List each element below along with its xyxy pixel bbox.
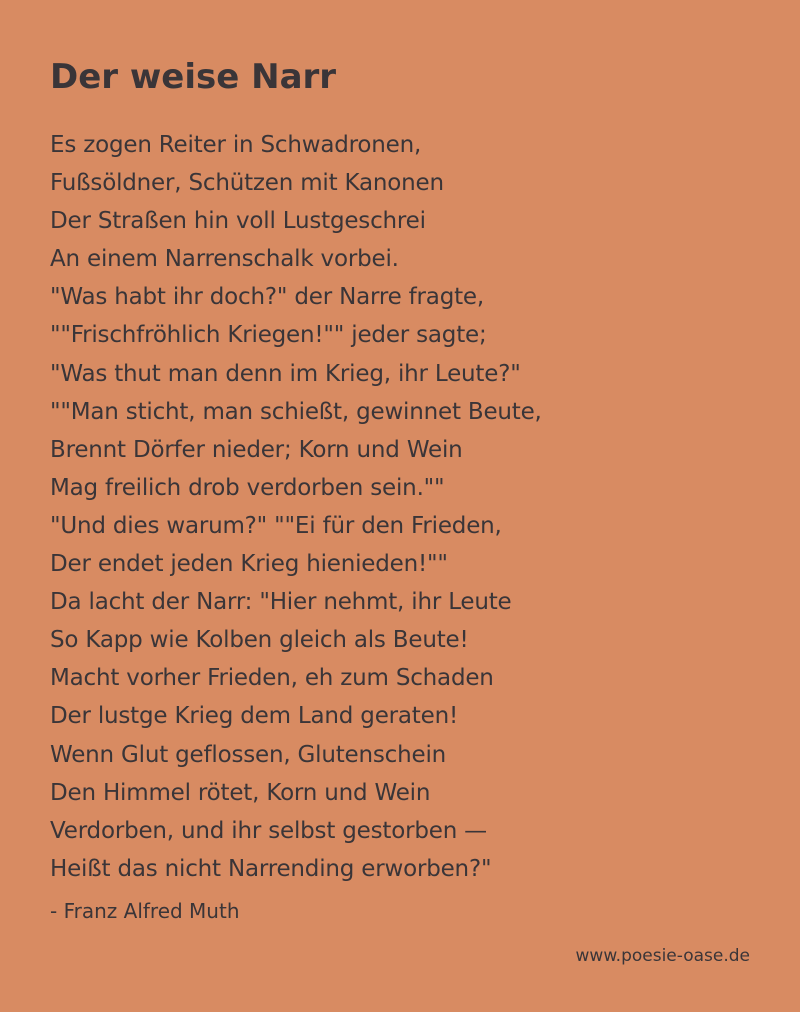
poem-line: "Und dies warum?" ""Ei für den Frieden, <box>50 512 502 539</box>
poem-author: - Franz Alfred Muth <box>50 899 240 923</box>
poem-line: "Was thut man denn im Krieg, ihr Leute?" <box>50 360 521 387</box>
poem-line: An einem Narrenschalk vorbei. <box>50 246 399 273</box>
poem-line: Der lustge Krieg dem Land geraten! <box>50 703 458 730</box>
poem-line: Den Himmel rötet, Korn und Wein <box>50 779 431 806</box>
poem-line: Macht vorher Frieden, eh zum Schaden <box>50 665 494 692</box>
poem-line: ""Man sticht, man schießt, gewinnet Beute, <box>50 398 542 425</box>
poem-line: ""Frischfröhlich Kriegen!"" jeder sagte; <box>50 322 487 349</box>
poem-line: Heißt das nicht Narrending erworben?" <box>50 855 492 882</box>
poem-body <box>50 126 542 888</box>
website-credit: www.poesie-oase.de <box>575 946 750 966</box>
poem-line: Fußsöldner, Schützen mit Kanonen <box>50 170 444 197</box>
poem-line: Mag freilich drob verdorben sein."" <box>50 474 445 501</box>
poem-line: Brennt Dörfer nieder; Korn und Wein <box>50 436 463 463</box>
poem-line: Verdorben, und ihr selbst gestorben — <box>50 817 487 844</box>
poem-line: Es zogen Reiter in Schwadronen, <box>50 132 422 158</box>
poem-line: Der Straßen hin voll Lustgeschrei <box>50 208 426 235</box>
poem-line: Wenn Glut geflossen, Glutenschein <box>50 741 447 768</box>
poem-line: Da lacht der Narr: "Hier nehmt, ihr Leute <box>50 589 512 616</box>
poem-line: "Was habt ihr doch?" der Narre fragte, <box>50 284 484 311</box>
poem-title: Der weise Narr <box>50 57 337 97</box>
poem-line: Der endet jeden Krieg hienieden!"" <box>50 551 448 578</box>
poem-line: So Kapp wie Kolben gleich als Beute! <box>50 627 469 654</box>
